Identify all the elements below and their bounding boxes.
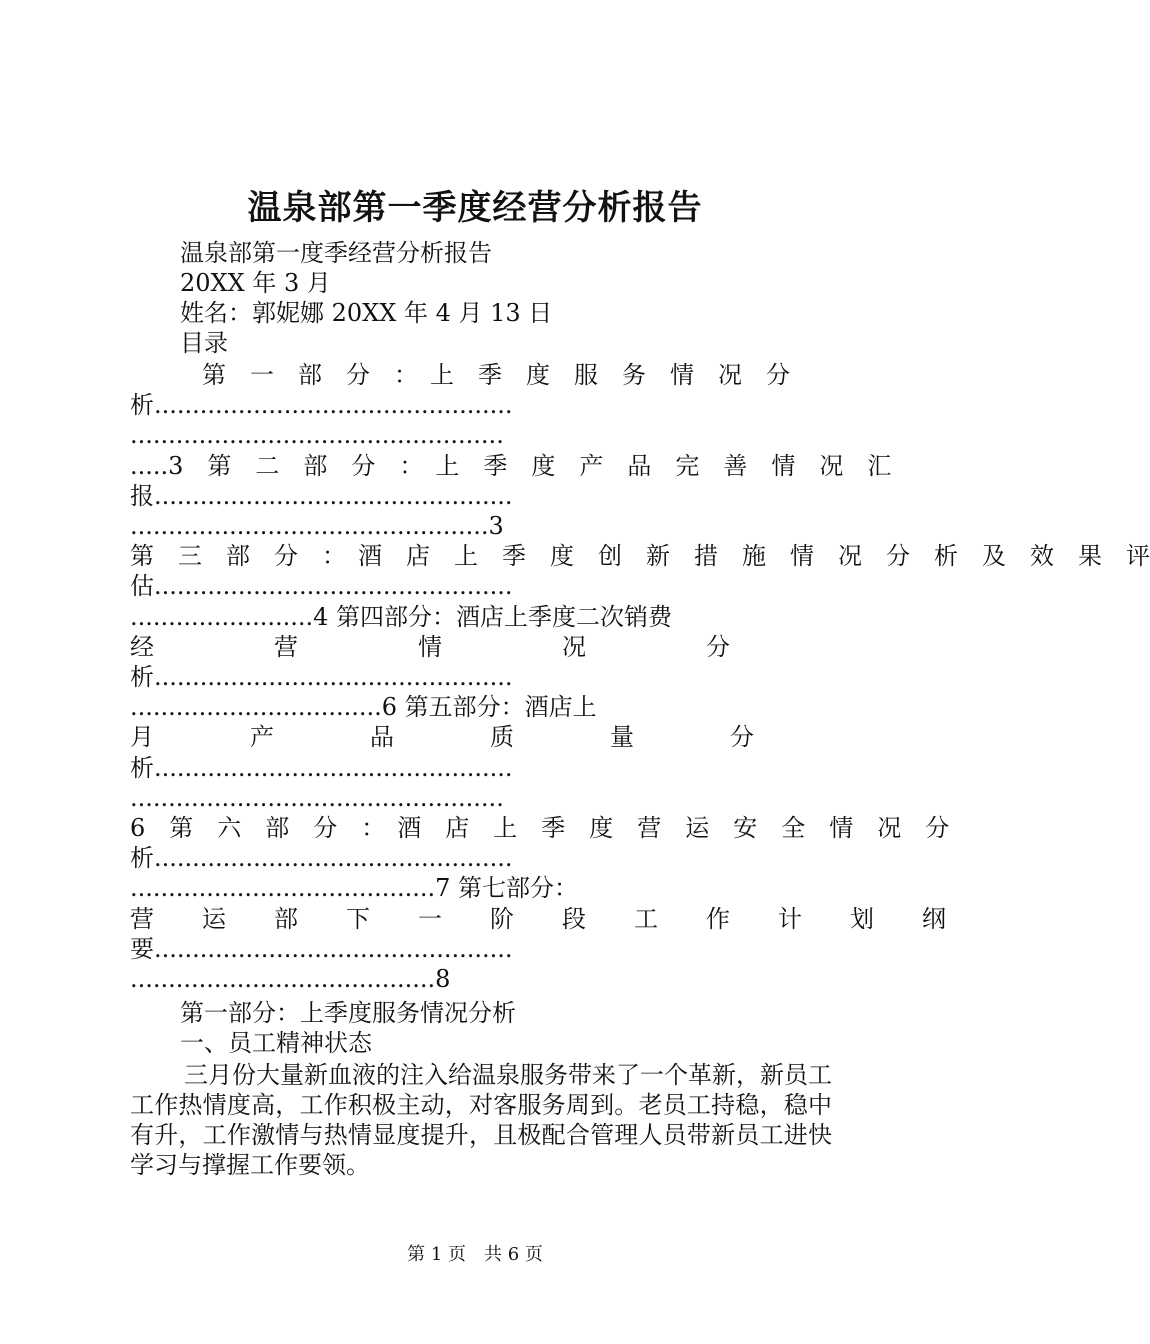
toc-line: ........................4 第四部分：酒店上季度二次销费 <box>130 602 672 631</box>
toc-line: 析............................................... <box>130 663 513 691</box>
section-heading: 第一部分：上季度服务情况分析 <box>180 999 516 1027</box>
document-title: 温泉部第一季度经营分析报告 <box>247 188 703 228</box>
author-line: 姓名：郭妮娜 20XX 年 4 月 13 日 <box>180 299 553 327</box>
document-subtitle: 温泉部第一度季经营分析报告 <box>180 239 492 267</box>
toc-line: 析............................................... <box>130 753 513 782</box>
toc-line: 报............................................... <box>130 481 513 510</box>
page-footer: 第 1 页 共 6 页 <box>407 1244 543 1265</box>
toc-line: 析............................................... <box>130 391 513 420</box>
toc-line: ........................................7 第七部分： <box>130 874 579 903</box>
document-date: 20XX 年 3 月 <box>180 269 331 297</box>
toc-label: 目录 <box>180 329 228 357</box>
toc-line: ........................................8 <box>130 965 451 993</box>
toc-line: 第 三 部 分 ： 酒 店 上 季 度 创 新 措 施 情 况 分 析 及 效 果 评 <box>130 542 1150 571</box>
toc-line: .....3 第 二 部 分 ： 上 季 度 产 品 完 善 情 况 汇 <box>130 451 892 480</box>
toc-line: 估............................................... <box>130 572 513 601</box>
toc-line: 经 营 情 况 分 <box>130 632 730 661</box>
body-paragraph: 三月份大量新血液的注入给温泉服务带来了一个革新，新员工工作热情度高，工作积极主动，对客服务周到。老员工持稳，稳中有升，工作激情与热情显度提升，且极配合管理人员带新员工进快学习与撑握工作要领。 <box>130 1061 832 1179</box>
toc-line: 第 一 部 分 ： 上 季 度 服 务 情 况 分 <box>130 361 790 389</box>
toc-line: 营 运 部 下 一 阶 段 工 作 计 划 纲 <box>130 904 946 933</box>
toc-line: ................................................. <box>130 421 504 450</box>
toc-line: 析............................................... <box>130 844 513 873</box>
toc-line: 月 产 品 质 量 分 <box>130 723 754 752</box>
toc-line: 要............................................... <box>130 934 513 963</box>
toc-line: ...............................................3 <box>130 512 504 540</box>
subsection-heading: 一、员工精神状态 <box>180 1029 372 1057</box>
toc-line: 6 第 六 部 分 ： 酒 店 上 季 度 营 运 安 全 情 况 分 <box>130 814 950 842</box>
toc-line: ................................................. <box>130 783 504 812</box>
toc-line: .................................6 第五部分：酒店上 <box>130 693 597 722</box>
